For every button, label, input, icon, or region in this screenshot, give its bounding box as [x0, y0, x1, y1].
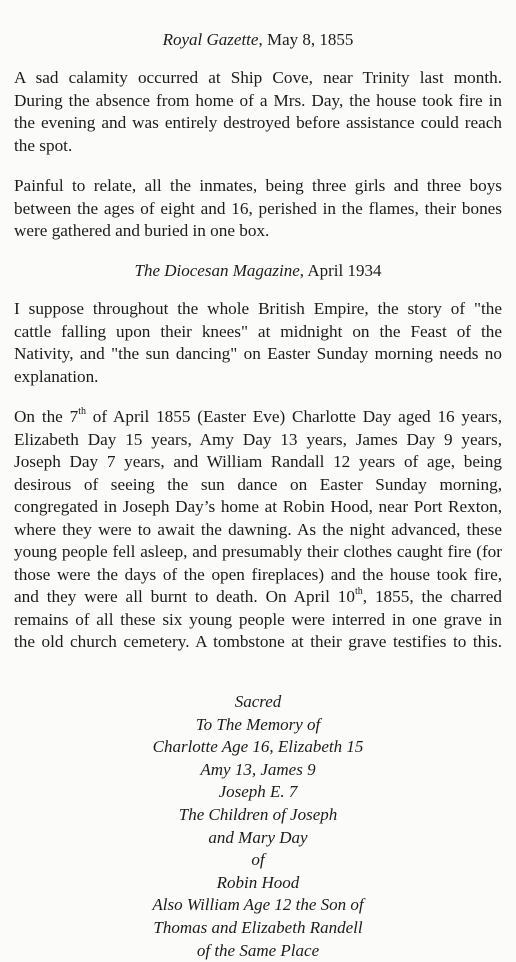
paragraph-empire — [14, 298, 502, 388]
ordinal-suffix: th — [78, 406, 86, 418]
text-line: between the ages of eight and 16, perished in the flames, their bones — [14, 198, 502, 218]
tombstone-inscription — [14, 691, 502, 962]
source-heading-diocesan-magazine — [14, 261, 502, 281]
text-line: Painful to relate, all the inmates, being three girls and three boys — [14, 176, 502, 195]
text-line: remains of all these six young people were interred in one grave in — [14, 609, 502, 629]
text-line: where they were to await the dawning. As the night advanced, these — [14, 519, 502, 539]
source-title: The Diocesan Magazine — [134, 261, 300, 280]
text-fragment: , 1855, the charred — [362, 587, 502, 606]
text-fragment: and they were all burnt to death. On April 10 — [14, 587, 355, 606]
text-line: I suppose throughout the whole British Empire, the story of "the — [14, 299, 502, 318]
text-line: the spot. — [14, 135, 73, 155]
text-line: were gathered and buried in one box. — [14, 221, 270, 240]
text-line: congregated in Joseph Day’s home at Robin Hood, near Port Rexton, — [14, 497, 502, 516]
paragraph-easter-eve — [14, 406, 502, 654]
text-line: the evening and was entirely destroyed before assistance could reach — [14, 113, 502, 132]
source-date: , April 1934 — [299, 261, 382, 280]
text-line — [14, 406, 502, 429]
text-line: the old church cemetery. A tombstone at their grave testifies to this. — [14, 632, 502, 651]
inscription-line: of the Same Place — [196, 940, 320, 960]
inscription-line: Joseph E. 7 — [218, 782, 298, 802]
paragraph-calamity — [14, 67, 502, 157]
inscription-line: The Children of Joseph — [178, 804, 338, 824]
text-line: explanation. — [14, 366, 99, 386]
source-date: , May 8, 1855 — [258, 30, 354, 49]
inscription-line: of — [251, 850, 265, 870]
inscription-line: Amy 13, James 9 — [200, 759, 316, 779]
text-line: young people fell asleep, and presumably their clothes caught fire (for — [14, 542, 502, 561]
source-title: Royal Gazette — [162, 30, 259, 49]
inscription-line: To The Memory of — [195, 714, 321, 734]
text-line: Nativity, and "the sun dancing" on Easter Sunday morning needs no — [14, 344, 502, 363]
text-line: Joseph Day 7 years, and William Randall 12 years of age, being — [14, 452, 502, 471]
text-line: cattle falling upon their knees" at midnight on the Feast of the — [14, 321, 502, 341]
text-fragment: On the 7 — [14, 407, 79, 426]
text-line: During the absence from home of a Mrs. Day, the house took fire in — [14, 90, 502, 110]
paragraph-inmates — [14, 175, 502, 243]
text-fragment: of April 1855 (Easter Eve) Charlotte Day aged 16 years, — [86, 407, 502, 426]
document-page — [14, 0, 502, 960]
inscription-line: Robin Hood — [216, 872, 300, 892]
text-line: desirous of seeing the sun dance on Easter Sunday morning, — [14, 474, 502, 494]
inscription-line: Charlotte Age 16, Elizabeth 15 — [152, 737, 364, 757]
ordinal-suffix: th — [354, 586, 363, 598]
text-line: those were the days of the open fireplaces) and the house took fire, — [14, 564, 502, 584]
text-line — [14, 586, 502, 609]
inscription-line: Also William Age 12 the Son of — [152, 895, 364, 915]
inscription-line: Sacred — [234, 692, 282, 711]
inscription-line: Thomas and Elizabeth Randell — [153, 917, 363, 937]
source-heading-royal-gazette — [14, 30, 502, 50]
text-line: Elizabeth Day 15 years, Amy Day 13 years, James Day 9 years, — [14, 429, 502, 449]
text-line: A sad calamity occurred at Ship Cove, near Trinity last month. — [14, 68, 502, 87]
inscription-line: and Mary Day — [208, 827, 308, 847]
